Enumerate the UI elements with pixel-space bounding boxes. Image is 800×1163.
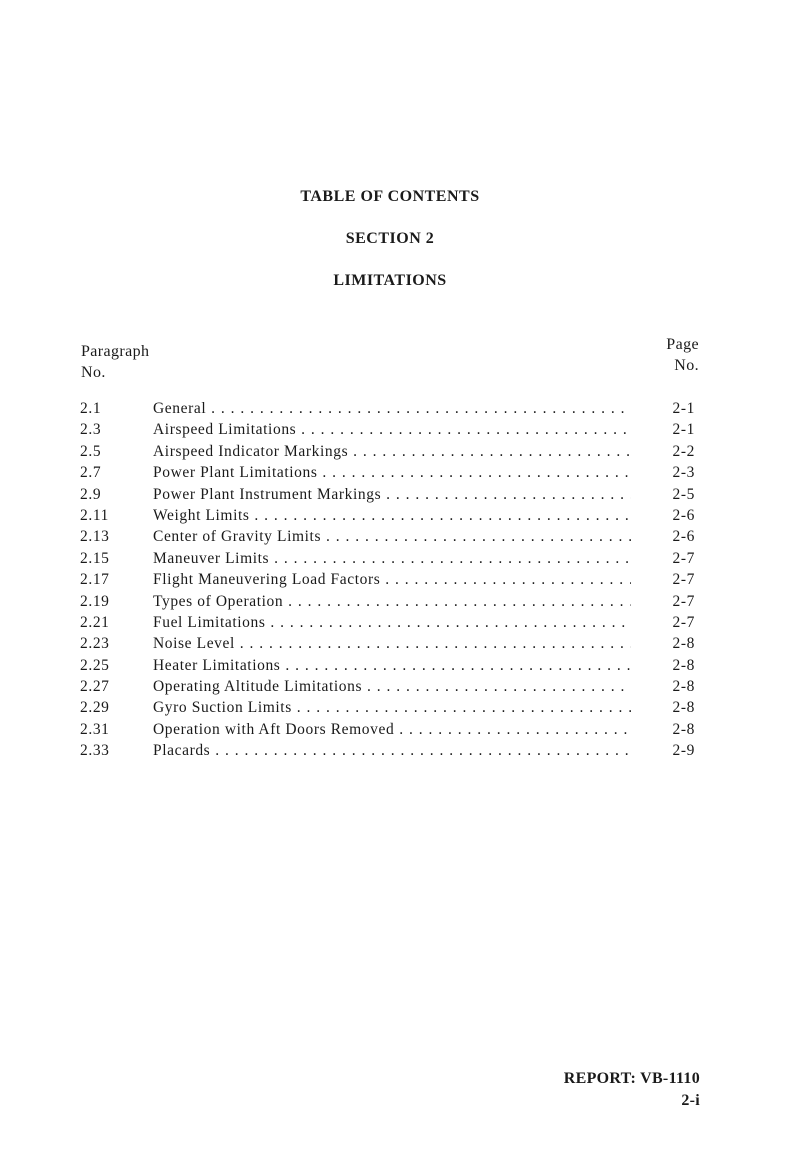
page-number: 2-2 — [672, 442, 695, 460]
report-number: REPORT: VB-1110 — [563, 1070, 700, 1087]
toc-entry[interactable] — [80, 740, 700, 761]
section-title: LIMITATIONS — [333, 272, 447, 289]
toc-entry[interactable] — [80, 548, 700, 569]
paragraph-header-label: Paragraph — [81, 343, 150, 360]
entry-title: Placards . . . — [153, 740, 631, 761]
paragraph-number: 2.19 — [80, 592, 110, 610]
toc-entry[interactable] — [80, 505, 700, 526]
page-number: 2-8 — [672, 720, 695, 738]
toc-entry[interactable] — [80, 398, 700, 419]
paragraph-number: 2.21 — [80, 613, 110, 631]
page-footer-number: 2-i — [681, 1092, 700, 1109]
paragraph-number: 2.1 — [80, 400, 102, 417]
entry-title: Operating Altitude Limitations . . . — [153, 676, 631, 697]
entry-title: Operation with Aft Doors Removed . . . — [153, 719, 631, 740]
entry-title: Flight Maneuvering Load Factors . . . — [153, 569, 631, 590]
paragraph-number: 2.13 — [80, 528, 110, 546]
paragraph-number: 2.17 — [80, 571, 110, 589]
entry-title: Heater Limitations . . . — [153, 655, 631, 676]
entry-title: Power Plant Limitations . . . — [153, 462, 631, 483]
paragraph-number: 2.11 — [80, 506, 109, 524]
page-number: 2-7 — [672, 592, 695, 610]
page-no-label: No. — [674, 357, 699, 374]
paragraph-number: 2.23 — [80, 635, 110, 653]
page-number: 2-5 — [672, 485, 695, 503]
toc-entry[interactable] — [80, 484, 700, 505]
page-number: 2-8 — [672, 699, 695, 717]
entry-title: Center of Gravity Limits . . . — [153, 526, 631, 547]
page-number: 2-9 — [672, 742, 695, 760]
toc-entry[interactable] — [80, 655, 700, 676]
toc-entry[interactable] — [80, 591, 700, 612]
paragraph-number: 2.15 — [80, 549, 110, 567]
paragraph-number: 2.7 — [80, 464, 102, 482]
toc-title: TABLE OF CONTENTS — [300, 188, 480, 205]
entry-title: Types of Operation . . . — [153, 591, 631, 612]
paragraph-number: 2.25 — [80, 656, 110, 674]
entry-title: Weight Limits . . . — [153, 505, 631, 526]
page-number: 2-8 — [672, 656, 695, 674]
entry-title: Noise Level . . . — [153, 633, 631, 654]
page-number: 2-1 — [672, 400, 695, 417]
toc-entry[interactable] — [80, 676, 700, 697]
entry-title: Power Plant Instrument Markings . . . — [153, 484, 631, 505]
toc-entry[interactable] — [80, 697, 700, 718]
paragraph-column-header — [81, 341, 149, 383]
paragraph-number: 2.33 — [80, 742, 110, 760]
paragraph-number: 2.3 — [80, 421, 102, 439]
page-number: 2-7 — [672, 549, 695, 567]
entry-title: Airspeed Limitations . . . — [153, 419, 631, 440]
toc-entry[interactable] — [80, 419, 700, 440]
paragraph-no-label: No. — [81, 364, 106, 381]
page-number: 2-1 — [672, 421, 695, 439]
entry-title: Gyro Suction Limits . . . — [153, 697, 631, 718]
page-number: 2-8 — [672, 678, 695, 696]
toc-entry[interactable] — [80, 462, 700, 483]
page-number: 2-3 — [672, 464, 695, 482]
entry-title: General . . . — [153, 398, 631, 419]
paragraph-number: 2.5 — [80, 442, 102, 460]
paragraph-number: 2.27 — [80, 678, 110, 696]
section-number: SECTION 2 — [345, 230, 435, 247]
page-number: 2-7 — [672, 571, 695, 589]
toc-entry[interactable] — [80, 719, 700, 740]
toc-entry[interactable] — [80, 526, 700, 547]
toc-entry[interactable] — [80, 612, 700, 633]
page-number: 2-6 — [672, 506, 695, 524]
toc-entry[interactable] — [80, 441, 700, 462]
toc-entry[interactable] — [80, 633, 700, 654]
page-number: 2-6 — [672, 528, 695, 546]
paragraph-number: 2.29 — [80, 699, 110, 717]
toc-list — [80, 398, 700, 762]
page-number: 2-8 — [672, 635, 695, 653]
paragraph-number: 2.9 — [80, 485, 102, 503]
entry-title: Fuel Limitations . . . — [153, 612, 631, 633]
entry-title: Maneuver Limits . . . — [153, 548, 631, 569]
toc-entry[interactable] — [80, 569, 700, 590]
page-column-header — [666, 334, 699, 376]
page-header-label: Page — [666, 336, 699, 353]
page-number: 2-7 — [672, 613, 695, 631]
paragraph-number: 2.31 — [80, 720, 110, 738]
entry-title: Airspeed Indicator Markings . . . — [153, 441, 631, 462]
